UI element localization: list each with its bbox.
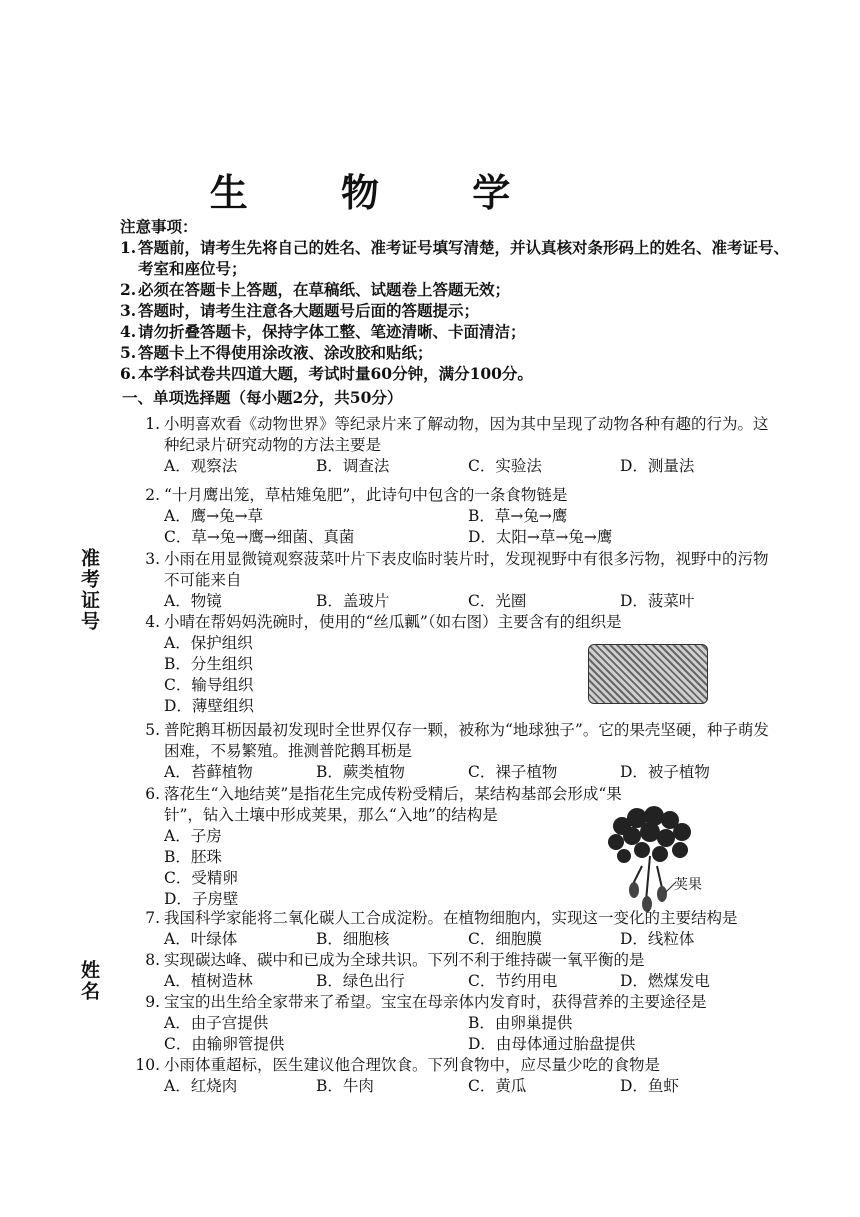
notice-heading: 注意事项： [120, 217, 198, 236]
option-d: D．菠菜叶 [620, 592, 695, 610]
question-number: 1. [145, 415, 160, 433]
option-c: C．黄瓜 [468, 1077, 527, 1095]
question-1 [130, 414, 780, 477]
option-d: D．太阳→草→兔→鹰 [468, 528, 613, 546]
option-a: A．观察法 [164, 457, 238, 475]
question-number: 2. [145, 486, 160, 504]
question-stem: 普陀鹅耳枥因最初发现时全世界仅存一颗，被称为“地球独子”。它的果壳坚硬，种子萌发困难，不易繁殖。推测普陀鹅耳枥是 [164, 721, 769, 760]
question-stem: 小明喜欢看《动物世界》等纪录片来了解动物，因为其中呈现了动物各种有趣的行为。这种纪录片研究动物的方法主要是 [164, 415, 769, 454]
question-stem: 我国科学家能将二氧化碳人工合成淀粉。在植物细胞内，实现这一变化的主要结构是 [164, 909, 738, 927]
question-2 [130, 485, 780, 548]
question-number: 10. [135, 1056, 160, 1074]
question-7 [130, 908, 780, 950]
option-c: C．受精卵 [164, 869, 238, 887]
section-heading: 一、单项选择题（每小题2分，共50分） [122, 388, 403, 407]
option-b: B．盖玻片 [316, 592, 390, 610]
option-b: B．胚珠 [164, 848, 222, 866]
figure-label-pod: 荚果 [674, 877, 702, 893]
name-label: 姓名 [78, 960, 100, 1002]
option-a: A．物镜 [164, 592, 222, 610]
option-b: B．分生组织 [164, 655, 253, 673]
option-d: D．测量法 [620, 457, 695, 475]
option-b: B．绿色出行 [316, 972, 405, 990]
option-a: A．保护组织 [164, 634, 253, 652]
question-stem: 实现碳达峰、碳中和已成为全球共识。下列不利于维持碳一氧平衡的是 [164, 951, 645, 969]
question-stem: 小雨在用显微镜观察菠菜叶片下表皮临时装片时，发现视野中有很多污物，视野中的污物不可能来自 [164, 550, 769, 589]
option-a: A．苔藓植物 [164, 763, 253, 781]
question-3 [130, 549, 780, 612]
question-8 [130, 950, 780, 992]
notice-item: 6. 本学科试卷共四道大题，考试时量60分钟，满分100分。 [120, 364, 533, 383]
page-title: 生 物 学 [209, 171, 551, 215]
option-c: C．实验法 [468, 457, 542, 475]
question-stem: “十月鹰出笼，草枯雉兔肥”，此诗句中包含的一条食物链是 [164, 486, 568, 504]
option-a: A．植树造林 [164, 972, 253, 990]
option-c: C．输导组织 [164, 676, 254, 694]
option-b: B．细胞核 [316, 930, 390, 948]
notice-item: 3. 答题时，请考生注意各大题题号后面的答题提示； [120, 301, 480, 320]
option-d: D．被子植物 [620, 763, 710, 781]
question-number: 5. [145, 721, 160, 739]
option-d: D．由母体通过胎盘提供 [468, 1035, 636, 1053]
option-c: C．草→兔→鹰→细菌、真菌 [164, 528, 355, 546]
loofah-image [588, 644, 708, 704]
option-a: A．由子宫提供 [164, 1014, 269, 1032]
question-number: 3. [145, 550, 160, 568]
question-10 [130, 1055, 780, 1097]
option-b: B．蕨类植物 [316, 763, 405, 781]
option-d: D．线粒体 [620, 930, 695, 948]
question-number: 4. [145, 613, 160, 631]
option-a: A．红烧肉 [164, 1077, 238, 1095]
option-a: A．子房 [164, 827, 222, 845]
notice-item: 5. 答题卡上不得使用涂改液、涂改胶和贴纸； [120, 343, 433, 362]
option-c: C．细胞膜 [468, 930, 542, 948]
notice-block [120, 216, 790, 384]
option-d: D．子房壁 [164, 890, 239, 908]
option-c: C．光圈 [468, 592, 527, 610]
option-d: D．薄壁组织 [164, 697, 254, 715]
option-c: C．裸子植物 [468, 763, 558, 781]
question-stem: 宝宝的出生给全家带来了希望。宝宝在母亲体内发育时，获得营养的主要途径是 [164, 993, 707, 1011]
option-d: D．鱼虾 [620, 1077, 679, 1095]
option-d: D．燃煤发电 [620, 972, 710, 990]
question-stem: 落花生“入地结荚”是指花生完成传粉受精后，某结构基部会形成“果针”，钻入土壤中形成荚果，那么“入地”的结构是 [164, 785, 622, 824]
option-b: B．牛肉 [316, 1077, 374, 1095]
notice-item: 2. 必须在答题卡上答题，在草稿纸、试题卷上答题无效； [120, 280, 511, 299]
exam-number-label: 准考证号 [78, 548, 100, 632]
option-b: B．草→兔→鹰 [468, 507, 568, 525]
option-c: C．由输卵管提供 [164, 1035, 285, 1053]
option-c: C．节约用电 [468, 972, 558, 990]
question-9 [130, 992, 780, 1055]
question-number: 6. [145, 785, 160, 803]
question-number: 7. [145, 909, 160, 927]
question-stem: 小雨体重超标，医生建议他合理饮食。下列食物中，应尽量少吃的食物是 [164, 1056, 661, 1074]
question-5 [130, 720, 780, 783]
notice-item: 1. 答题前，请考生先将自己的姓名、准考证号填写清楚，并认真核对条形码上的姓名、准考证号、考室和座位号； [120, 238, 790, 278]
option-b: B．由卵巢提供 [468, 1014, 573, 1032]
option-a: A．叶绿体 [164, 930, 238, 948]
question-number: 9. [145, 993, 160, 1011]
notice-item: 4. 请勿折叠答题卡，保持字体工整、笔迹清晰、卡面清洁； [120, 322, 526, 341]
option-b: B．调查法 [316, 457, 390, 475]
option-a: A．鹰→兔→草 [164, 507, 264, 525]
question-stem: 小晴在帮妈妈洗碗时，使用的“丝瓜瓤”（如右图）主要含有的组织是 [164, 613, 622, 631]
question-number: 8. [145, 951, 160, 969]
peanut-plant-image [602, 806, 702, 916]
